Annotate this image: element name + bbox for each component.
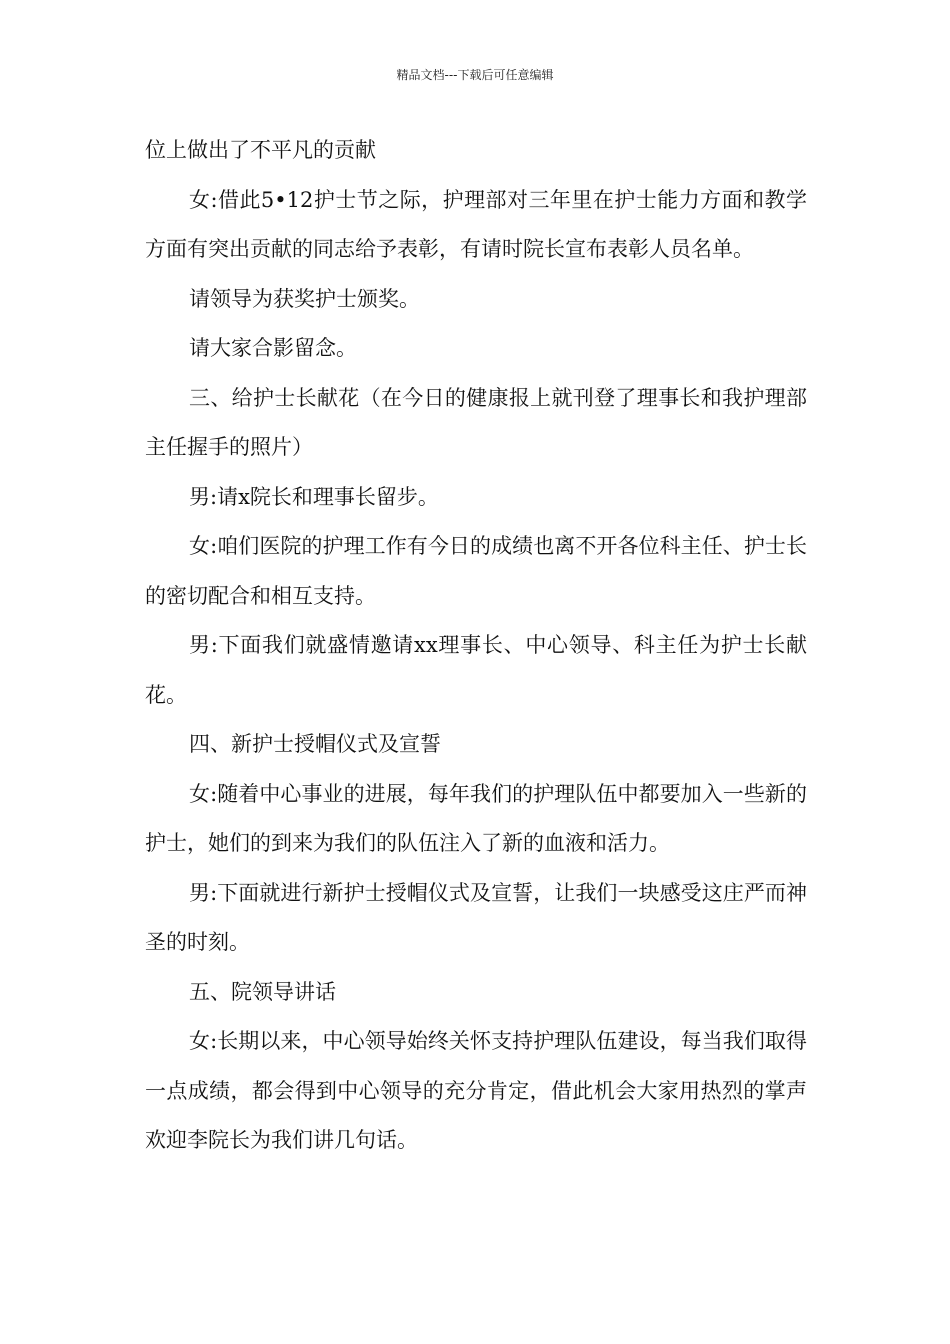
paragraph-11: 男:下面就进行新护士授帽仪式及宣誓，让我们一块感受这庄严而神圣的时刻。 bbox=[145, 880, 807, 954]
paragraph-1: 位上做出了不平凡的贡献 bbox=[145, 138, 376, 162]
section-heading-3: 三、给护士长献花（在今日的健康报上就刊登了理事长和我护理部主任握手的照片） bbox=[145, 385, 807, 459]
paragraph-4: 请大家合影留念。 bbox=[189, 336, 357, 360]
section-heading-4: 四、新护士授帽仪式及宣誓 bbox=[189, 732, 441, 756]
paragraph-6: 男:请x院长和理事长留步。 bbox=[189, 484, 439, 509]
paragraph-7: 女:咱们医院的护理工作有今日的成绩也离不开各位科主任、护士长的密切配合和相互支持。 bbox=[145, 534, 807, 608]
page-header: 精品文档---下载后可任意编辑 bbox=[396, 68, 554, 82]
paragraph-10: 女:随着中心事业的进展，每年我们的护理队伍中都要加入一些新的护士，她们的到来为我们的队伍注入了新的血液和活力。 bbox=[145, 781, 807, 855]
paragraph-2: 女:借此5•12护士节之际，护理部对三年里在护士能力方面和教学方面有突出贡献的同志给予表彰，有请时院长宣布表彰人员名单。 bbox=[145, 187, 807, 261]
paragraph-8: 男:下面我们就盛情邀请xx理事长、中心领导、科主任为护士长献花。 bbox=[145, 633, 807, 707]
paragraph-3: 请领导为获奖护士颁奖。 bbox=[189, 286, 420, 311]
section-heading-5: 五、院领导讲话 bbox=[189, 979, 336, 1004]
document-body bbox=[145, 126, 807, 1166]
paragraph-13: 女:长期以来，中心领导始终关怀支持护理队伍建设，每当我们取得一点成绩，都会得到中心领导的充分肯定，借此机会大家用热烈的掌声欢迎李院长为我们讲几句话。 bbox=[145, 1029, 807, 1152]
